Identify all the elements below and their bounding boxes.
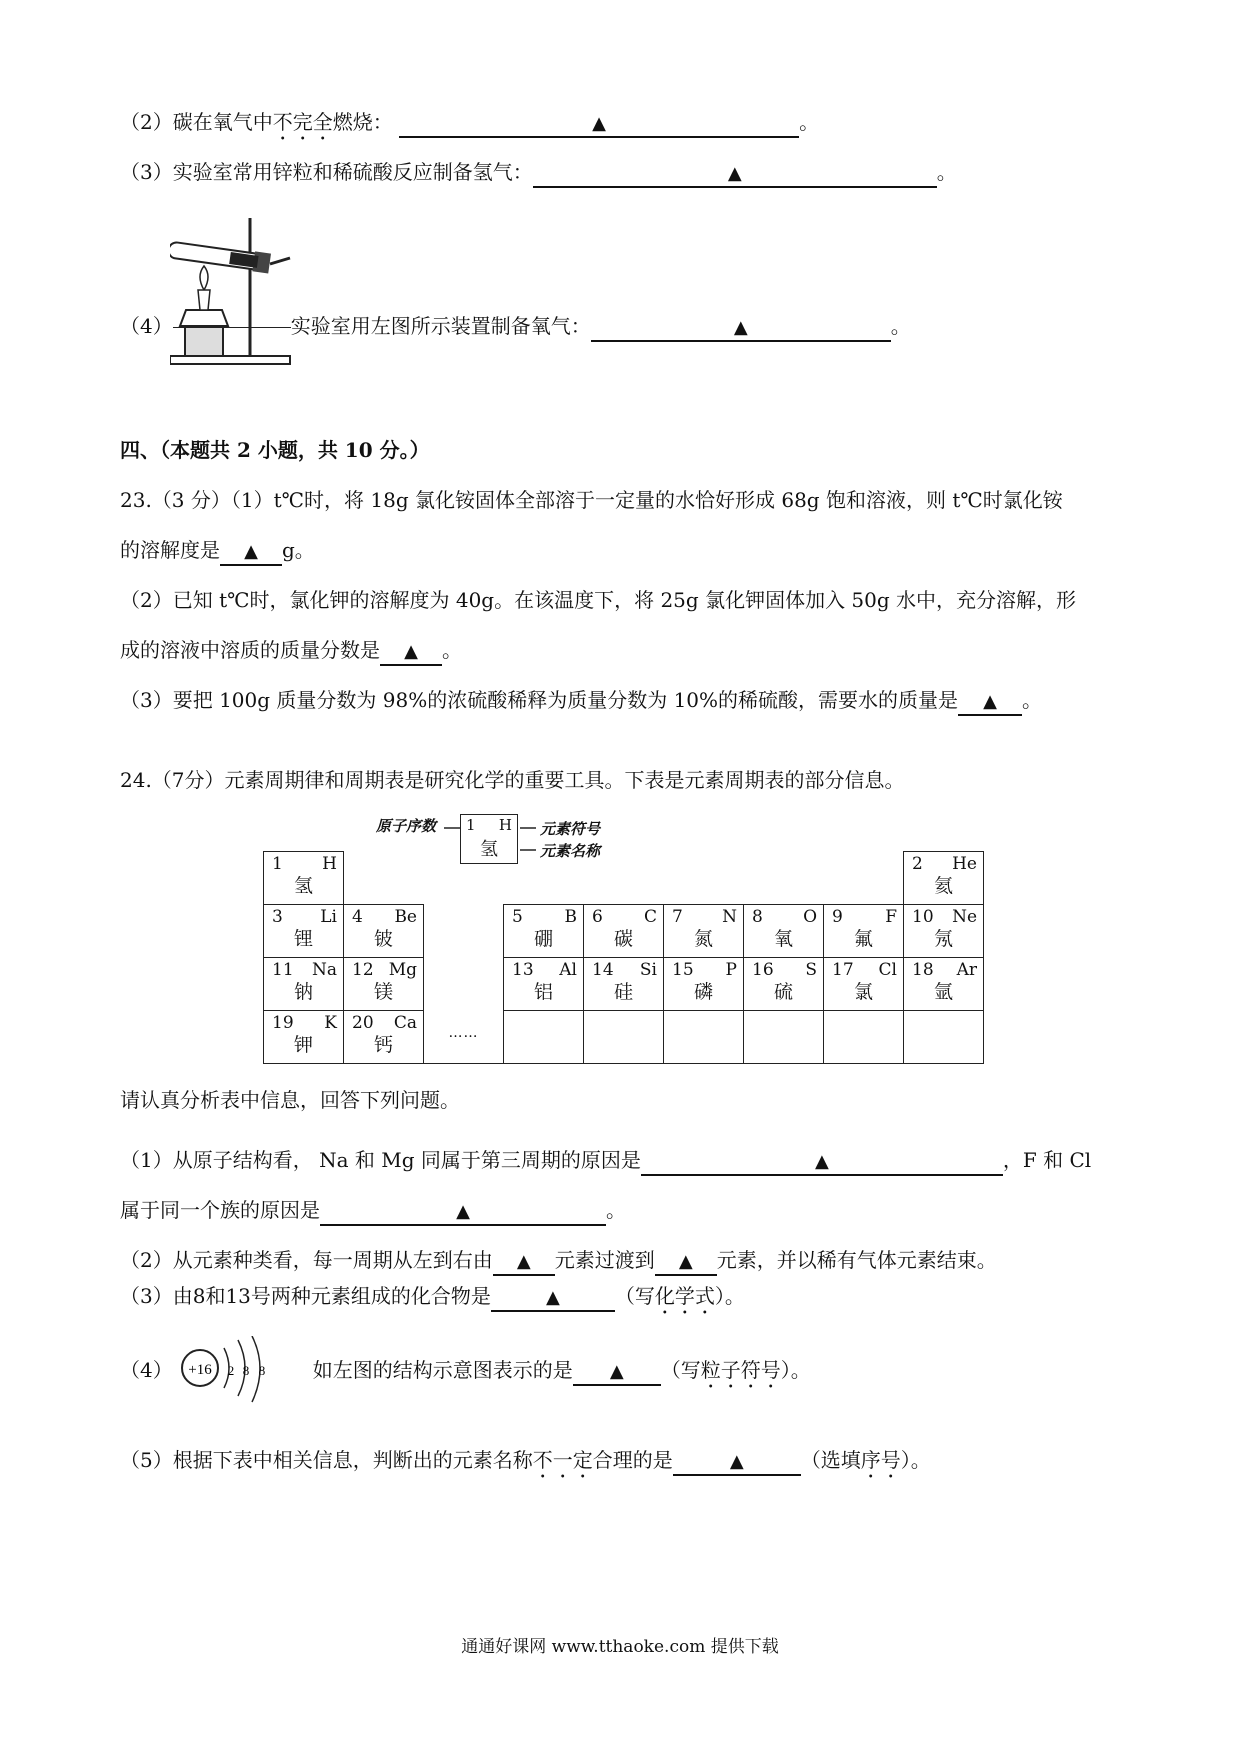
atomic-number: 13 bbox=[512, 960, 534, 980]
q24-part1b bbox=[120, 1196, 626, 1226]
period: 。 bbox=[799, 110, 820, 134]
periodic-gap bbox=[424, 852, 504, 905]
periodic-element-cell bbox=[904, 958, 984, 1011]
atomic-number: 14 bbox=[592, 960, 614, 980]
periodic-element-cell bbox=[664, 958, 744, 1011]
element-name: 磷 bbox=[693, 981, 713, 1003]
q24-part1-text: （1）从原子结构看， Na 和 Mg 同属于第三周期的原因是 bbox=[120, 1148, 641, 1172]
q23-line2 bbox=[120, 536, 315, 566]
q22-part2-rest: 燃烧： bbox=[332, 110, 393, 134]
triangle-icon: ▲ bbox=[609, 1361, 624, 1382]
element-symbol: S bbox=[805, 960, 817, 980]
periodic-element-cell bbox=[504, 905, 584, 958]
triangle-icon: ▲ bbox=[592, 113, 607, 134]
element-name: 铝 bbox=[533, 981, 553, 1003]
q23-line4 bbox=[120, 636, 462, 666]
periodic-element-cell bbox=[264, 852, 344, 905]
element-name: 氩 bbox=[933, 981, 953, 1003]
triangle-icon: ▲ bbox=[545, 1287, 560, 1308]
q24-part3-emphasis: 化学式 bbox=[654, 1284, 715, 1308]
triangle-icon: ▲ bbox=[516, 1251, 531, 1272]
periodic-gap bbox=[504, 852, 584, 905]
page-footer: 通通好课网 www.tthaoke.com 提供下载 bbox=[461, 1637, 779, 1657]
atomic-number: 15 bbox=[672, 960, 694, 980]
atomic-number: 20 bbox=[352, 1013, 374, 1033]
periodic-table bbox=[263, 851, 984, 1064]
answer-blank[interactable] bbox=[641, 1148, 1003, 1176]
q22-part2-emphasis: 不完全 bbox=[272, 110, 333, 134]
periodic-legend bbox=[376, 815, 436, 836]
atomic-number: 7 bbox=[672, 907, 683, 927]
answer-blank[interactable] bbox=[491, 1284, 615, 1312]
answer-blank[interactable] bbox=[655, 1248, 717, 1276]
atomic-number: 17 bbox=[832, 960, 854, 980]
q23-line5-text: （3）要把 100g 质量分数为 98%的浓硫酸稀释为质量分数为 10%的稀硫酸，需要水的质量是 bbox=[120, 688, 959, 712]
periodic-gap bbox=[344, 852, 424, 905]
element-name: 氦 bbox=[933, 875, 953, 897]
q24-part3 bbox=[120, 1282, 745, 1319]
shell-1-count: 2 bbox=[227, 1363, 235, 1378]
element-symbol: Al bbox=[559, 960, 577, 980]
atomic-number: 4 bbox=[352, 907, 363, 927]
legend-atomic-number: 原子序数 bbox=[376, 817, 437, 835]
atomic-number: 9 bbox=[832, 907, 843, 927]
atomic-number: 1 bbox=[272, 854, 283, 874]
q23-line5 bbox=[120, 686, 1042, 716]
atomic-number: 10 bbox=[912, 907, 934, 927]
periodic-element-cell bbox=[584, 958, 664, 1011]
q24-part4-post: （写 bbox=[660, 1358, 701, 1382]
legend-name-label: 元素名称 bbox=[540, 842, 601, 860]
periodic-element-cell bbox=[904, 905, 984, 958]
periodic-blank-cell bbox=[824, 1011, 904, 1064]
element-symbol: Na bbox=[311, 960, 337, 980]
element-name: 氖 bbox=[933, 928, 953, 950]
element-symbol: Ca bbox=[393, 1013, 417, 1033]
answer-blank[interactable] bbox=[320, 1198, 606, 1226]
periodic-gap bbox=[424, 958, 504, 1011]
periodic-element-cell bbox=[344, 958, 424, 1011]
q24-part4-label: （4） bbox=[120, 1358, 173, 1382]
periodic-row bbox=[264, 958, 984, 1011]
element-symbol: N bbox=[722, 907, 737, 927]
periodic-element-cell bbox=[344, 1011, 424, 1064]
periodic-element-cell bbox=[824, 958, 904, 1011]
element-name: 硼 bbox=[533, 928, 553, 950]
triangle-icon: ▲ bbox=[456, 1201, 470, 1222]
q23-line4-text: 成的溶液中溶质的质量分数是 bbox=[120, 638, 380, 662]
q22-part2 bbox=[120, 108, 819, 145]
periodic-gap bbox=[744, 852, 824, 905]
q24-part2 bbox=[120, 1246, 997, 1276]
element-name: 氧 bbox=[773, 928, 793, 950]
element-symbol: B bbox=[564, 907, 577, 927]
periodic-gap bbox=[584, 852, 664, 905]
atom-nucleus: +16 bbox=[188, 1362, 212, 1378]
element-name: 氯 bbox=[853, 981, 873, 1003]
periodic-blank-cell bbox=[904, 1011, 984, 1064]
element-symbol: F bbox=[885, 907, 897, 927]
element-name: 氟 bbox=[853, 928, 873, 950]
q24-part2-post: 元素，并以稀有气体元素结束。 bbox=[716, 1248, 997, 1272]
periodic-element-cell bbox=[264, 1011, 344, 1064]
element-symbol: Be bbox=[394, 907, 417, 927]
q24-part5-emphasis2: 序号 bbox=[860, 1448, 901, 1472]
answer-blank[interactable] bbox=[958, 688, 1022, 716]
answer-blank[interactable] bbox=[380, 638, 442, 666]
q24-part4-text: 如左图的结构示意图表示的是 bbox=[312, 1358, 573, 1382]
q24-part5-close: ）。 bbox=[900, 1448, 931, 1472]
periodic-element-cell bbox=[824, 905, 904, 958]
element-symbol: O bbox=[803, 907, 817, 927]
answer-blank[interactable] bbox=[533, 160, 937, 188]
atomic-number: 16 bbox=[752, 960, 774, 980]
element-symbol: H bbox=[322, 854, 337, 874]
atomic-number: 5 bbox=[512, 907, 523, 927]
element-name: 钙 bbox=[373, 1034, 393, 1056]
answer-blank[interactable] bbox=[220, 538, 282, 566]
triangle-icon: ▲ bbox=[814, 1151, 829, 1172]
shell-3-count: 8 bbox=[258, 1363, 266, 1378]
period: 。 bbox=[1022, 688, 1043, 712]
periodic-gap bbox=[424, 905, 504, 958]
periodic-gap bbox=[824, 852, 904, 905]
atomic-number: 11 bbox=[272, 960, 294, 980]
q23-line2-unit: g。 bbox=[282, 538, 315, 562]
periodic-blank-cell bbox=[744, 1011, 824, 1064]
element-symbol: K bbox=[324, 1013, 337, 1033]
periodic-element-cell bbox=[344, 905, 424, 958]
periodic-element-cell bbox=[904, 852, 984, 905]
element-name: 硅 bbox=[613, 981, 633, 1003]
triangle-icon: ▲ bbox=[404, 641, 418, 662]
periodic-element-cell bbox=[504, 958, 584, 1011]
q24-part5 bbox=[120, 1446, 931, 1483]
legend-sample-symbol: H bbox=[498, 816, 512, 834]
answer-blank[interactable] bbox=[493, 1248, 555, 1276]
q22-part3 bbox=[120, 158, 957, 188]
q22-part4 bbox=[120, 312, 911, 342]
shell-2-count: 8 bbox=[242, 1363, 250, 1378]
oxygen-apparatus-figure bbox=[170, 218, 310, 368]
periodic-element-cell bbox=[584, 905, 664, 958]
atomic-number: 19 bbox=[272, 1013, 294, 1033]
element-symbol: He bbox=[952, 854, 977, 874]
period: 。 bbox=[442, 638, 462, 662]
q24-part3-text: （3）由8和13号两种元素组成的化合物是 bbox=[120, 1284, 491, 1308]
triangle-icon: ▲ bbox=[727, 163, 742, 184]
element-symbol: Mg bbox=[388, 960, 417, 980]
triangle-icon: ▲ bbox=[983, 691, 997, 712]
q24-part5-emphasis: 不一定 bbox=[532, 1448, 593, 1472]
answer-blank[interactable] bbox=[573, 1358, 661, 1386]
q23-line3: （2）已知 t℃时，氯化钾的溶解度为 40g。在该温度下，将 25g 氯化钾固体加入 50g 水中，充分溶解，形 bbox=[120, 588, 1077, 612]
element-name: 硫 bbox=[773, 981, 793, 1003]
atomic-number: 12 bbox=[352, 960, 374, 980]
atomic-number: 6 bbox=[592, 907, 603, 927]
element-name: 氢 bbox=[293, 875, 313, 897]
atomic-number: 3 bbox=[272, 907, 283, 927]
periodic-row bbox=[264, 905, 984, 958]
answer-blank[interactable] bbox=[673, 1448, 801, 1476]
q22-part2-label: （2）碳在氧气中 bbox=[120, 110, 273, 134]
element-symbol: Ar bbox=[956, 960, 977, 980]
q23-line1: 23.（3 分）（1）t℃时，将 18g 氯化铵固体全部溶于一定量的水恰好形成 68g 饱和溶液，则 t℃时氯化铵 bbox=[120, 488, 1063, 512]
periodic-gap bbox=[664, 852, 744, 905]
legend-sample-name: 氢 bbox=[480, 839, 498, 860]
triangle-icon: ▲ bbox=[729, 1451, 744, 1472]
periodic-row bbox=[264, 1011, 984, 1064]
q24-part1-mid: ，F 和 Cl bbox=[1002, 1148, 1092, 1172]
atomic-number: 18 bbox=[912, 960, 934, 980]
periodic-row bbox=[264, 852, 984, 905]
q22-part4-text: 实验室用左图所示装置制备氧气： bbox=[290, 314, 591, 338]
triangle-icon: ▲ bbox=[244, 541, 258, 562]
q24-part1 bbox=[120, 1146, 1091, 1176]
periodic-element-cell bbox=[744, 958, 824, 1011]
q24-part5-mid: 合理的是 bbox=[592, 1448, 673, 1472]
q23-line2-text: 的溶解度是 bbox=[120, 538, 220, 562]
element-name: 钾 bbox=[293, 1034, 313, 1056]
q22-part3-text: （3）实验室常用锌粒和稀硫酸反应制备氢气： bbox=[120, 160, 533, 184]
q24-part4-close: ）。 bbox=[780, 1358, 811, 1382]
element-symbol: Ne bbox=[952, 907, 977, 927]
triangle-icon: ▲ bbox=[678, 1251, 693, 1272]
answer-blank[interactable] bbox=[591, 314, 891, 342]
section-heading: 四、（本题共 2 小题，共 10 分。） bbox=[120, 438, 430, 462]
periodic-blank-cell bbox=[664, 1011, 744, 1064]
ellipsis-text: …… bbox=[448, 1024, 479, 1041]
q24-part5-post: （选填 bbox=[800, 1448, 861, 1472]
element-symbol: Li bbox=[320, 907, 337, 927]
periodic-ellipsis bbox=[424, 1011, 504, 1064]
triangle-icon: ▲ bbox=[733, 317, 748, 338]
element-symbol: C bbox=[643, 907, 657, 927]
element-symbol: Si bbox=[639, 960, 657, 980]
periodic-blank-cell bbox=[584, 1011, 664, 1064]
q24-intro: 24.（7分）元素周期律和周期表是研究化学的重要工具。下表是元素周期表的部分信息。 bbox=[120, 768, 905, 792]
element-name: 镁 bbox=[373, 981, 393, 1003]
q24-part3-close: ）。 bbox=[714, 1284, 745, 1308]
q22-part4-label: （4） bbox=[120, 314, 173, 338]
periodic-element-cell bbox=[664, 905, 744, 958]
periodic-blank-cell bbox=[504, 1011, 584, 1064]
element-name: 氮 bbox=[693, 928, 713, 950]
q24-part3-post: （写 bbox=[614, 1284, 655, 1308]
legend-sample-number: 1 bbox=[466, 816, 476, 834]
q24-part4 bbox=[120, 1356, 811, 1393]
element-name: 铍 bbox=[373, 928, 393, 950]
periodic-element-cell bbox=[264, 905, 344, 958]
legend-symbol-label: 元素符号 bbox=[540, 820, 601, 838]
q24-part1b-text: 属于同一个族的原因是 bbox=[120, 1198, 320, 1222]
element-symbol: Cl bbox=[878, 960, 897, 980]
q24-part2-mid: 元素过渡到 bbox=[554, 1248, 655, 1272]
element-name: 钠 bbox=[293, 981, 313, 1003]
period: 。 bbox=[890, 314, 911, 338]
element-name: 碳 bbox=[613, 928, 633, 950]
q24-part5-text: （5）根据下表中相关信息，判断出的元素名称 bbox=[120, 1448, 533, 1472]
atomic-number: 8 bbox=[752, 907, 763, 927]
q24-part2-text: （2）从元素种类看，每一周期从左到右由 bbox=[120, 1248, 493, 1272]
element-name: 锂 bbox=[293, 928, 313, 950]
q24-prompt: 请认真分析表中信息，回答下列问题。 bbox=[120, 1088, 460, 1112]
q24-part4-emphasis: 粒子符号 bbox=[700, 1358, 781, 1382]
periodic-element-cell bbox=[744, 905, 824, 958]
period: 。 bbox=[936, 160, 957, 184]
periodic-element-cell bbox=[264, 958, 344, 1011]
element-symbol: P bbox=[725, 960, 737, 980]
answer-blank[interactable] bbox=[399, 110, 799, 138]
period: 。 bbox=[606, 1198, 626, 1222]
atomic-number: 2 bbox=[912, 854, 923, 874]
